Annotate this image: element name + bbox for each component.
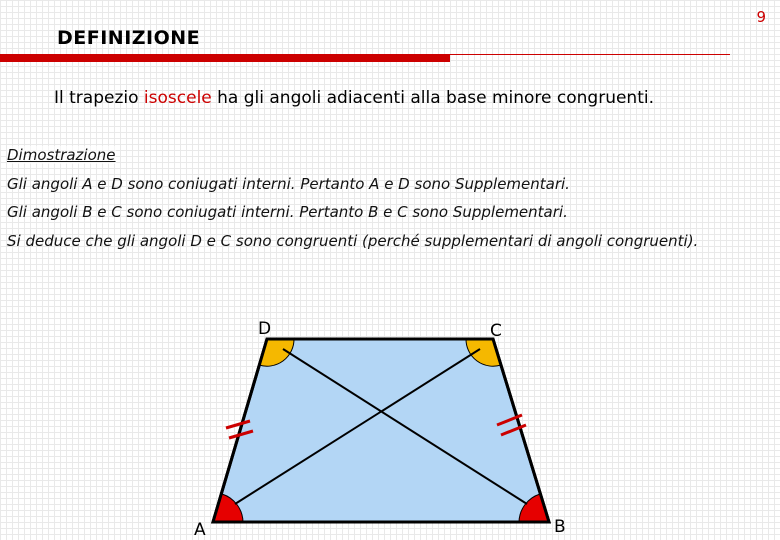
page-title: DEFINIZIONE <box>57 27 201 49</box>
proof-title: Dimostrazione <box>7 146 116 164</box>
statement-before: Il trapezio <box>54 88 144 108</box>
statement-after: ha gli angoli adiacenti alla base minore congruenti. <box>211 88 654 108</box>
proof-line-3: Si deduce che gli angoli D e C sono congruenti (perché supplementari di angoli congruenti). <box>7 232 699 250</box>
proof-line-1: Gli angoli A e D sono coniugati interni. Pertanto A e D sono Supplementari. <box>7 175 570 193</box>
vertex-label-b: B <box>554 517 566 537</box>
vertex-label-c: C <box>490 321 502 341</box>
statement-highlight: isoscele <box>143 88 212 108</box>
page-number: 9 <box>756 8 766 26</box>
vertex-label-d: D <box>258 319 272 339</box>
vertex-label-a: A <box>194 520 206 540</box>
proof-line-2: Gli angoli B e C sono coniugati interni. Pertanto B e C sono Supplementari. <box>7 203 568 221</box>
